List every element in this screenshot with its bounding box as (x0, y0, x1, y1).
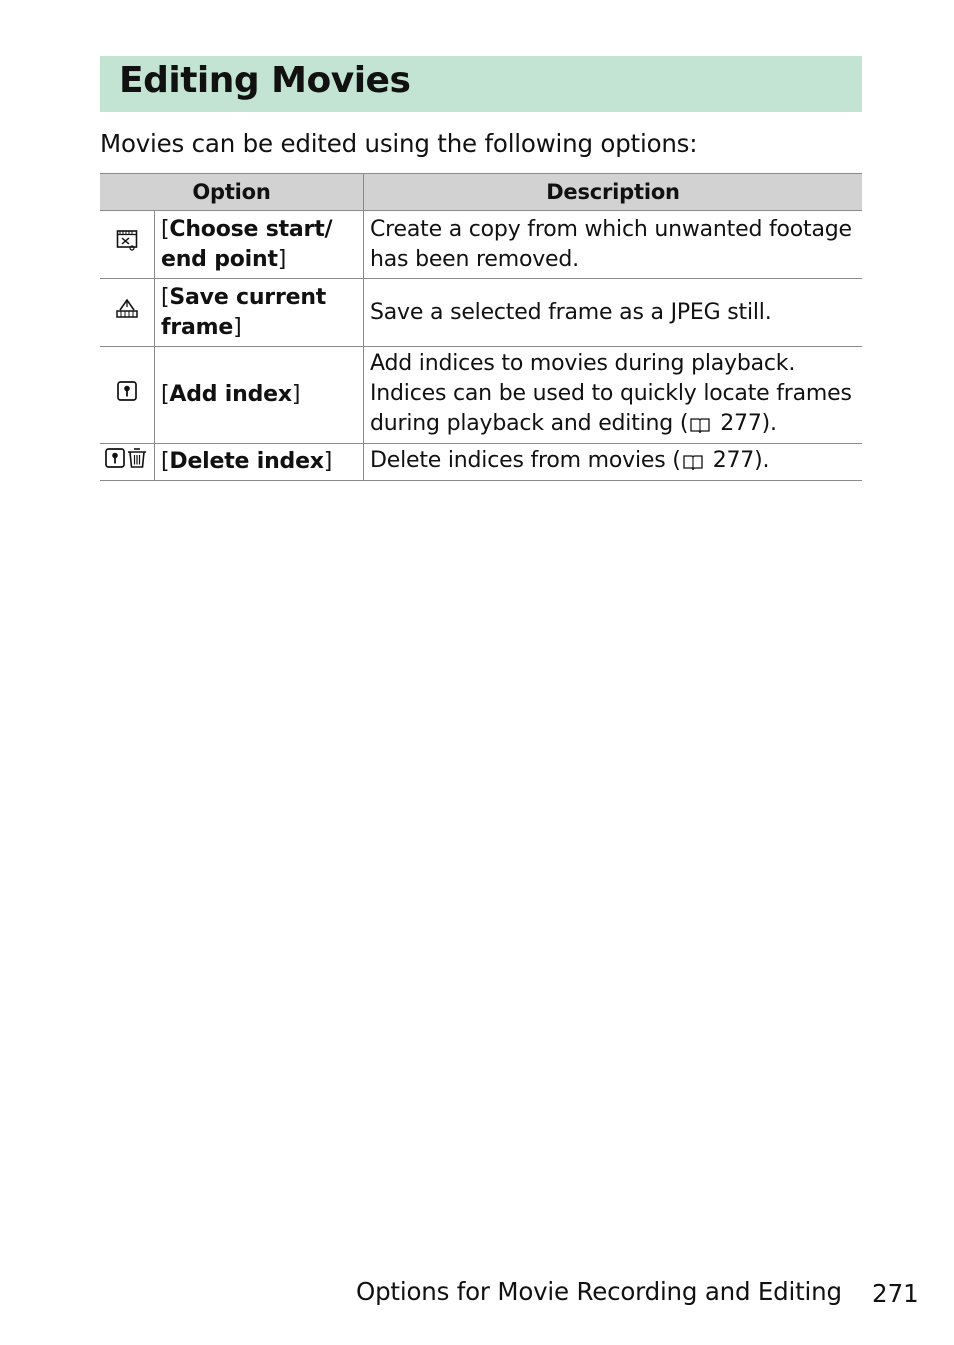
row-option-cell (155, 211, 364, 279)
row-option-cell (155, 347, 364, 444)
bracket-close: ] (323, 449, 333, 474)
bracket-close: ] (277, 246, 287, 272)
bracket-open: [ (161, 216, 170, 242)
table-header-row (100, 174, 862, 211)
book-icon (690, 412, 710, 442)
row-description: Save a selected frame as a JPEG still. (364, 279, 863, 347)
row-icon-cell (100, 211, 155, 279)
bracket-open: [ (161, 284, 170, 310)
film-trim-icon (116, 229, 138, 260)
description-text: Add indices to movies during playback. Indices can be used to quickly locate frames during playback and editing ( (370, 350, 852, 436)
row-option-cell (155, 279, 364, 347)
save-frame-icon (115, 297, 139, 328)
row-description: Create a copy from which unwanted footage has been removed. (364, 211, 863, 279)
bracket-open: [ (161, 449, 170, 474)
intro-text: Movies can be edited using the following options: (100, 129, 698, 158)
table-row (100, 347, 862, 444)
page-reference[interactable]: 277 (712, 447, 755, 473)
page-title: Editing Movies (119, 60, 411, 101)
page-number: 271 (872, 1279, 919, 1308)
add-index-icon (116, 380, 138, 411)
bracket-close: ] (291, 382, 301, 407)
row-icon-cell (100, 279, 155, 347)
page-reference[interactable]: 277 (720, 410, 762, 436)
row-description (364, 347, 863, 444)
description-text: Delete indices from movies ( (370, 447, 681, 473)
bracket-open: [ (161, 382, 170, 407)
table-row (100, 211, 862, 279)
options-table (100, 173, 862, 481)
row-description (364, 444, 863, 481)
title-bar (100, 56, 862, 112)
row-option-cell (155, 444, 364, 481)
row-icon-cell (100, 444, 155, 481)
header-option: Option (100, 174, 364, 211)
book-icon (683, 449, 703, 479)
description-text: ). (761, 410, 777, 436)
table-row (100, 279, 862, 347)
footer-section-title: Options for Movie Recording and Editing (356, 1277, 842, 1306)
option-name: Delete index (169, 449, 324, 474)
delete-index-icon (105, 447, 149, 478)
description-text: ). (754, 447, 770, 473)
row-icon-cell (100, 347, 155, 444)
option-name: Choose start/ end point (161, 216, 333, 272)
bracket-close: ] (233, 314, 242, 340)
table-row (100, 444, 862, 481)
option-name: Save current frame (161, 284, 327, 340)
option-name: Add index (169, 382, 292, 407)
header-description: Description (364, 174, 863, 211)
